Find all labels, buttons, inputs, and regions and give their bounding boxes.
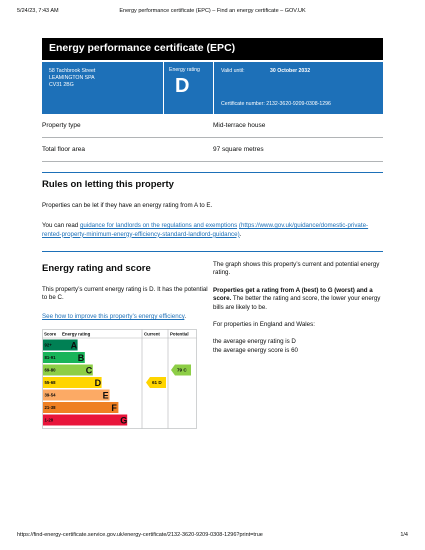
band-letter: A: [70, 340, 78, 351]
potential-rating-label: 79 C: [177, 367, 187, 373]
band-letter: G: [120, 415, 128, 426]
epc-chart-svg: [42, 329, 197, 429]
property-row: [42, 138, 383, 162]
property-type-value: Mid-terrace house: [213, 122, 266, 129]
energy-heading: Energy rating and score: [42, 263, 151, 275]
chart-header-score: Score: [44, 331, 57, 337]
property-details-table: [42, 114, 383, 162]
rules-text: Properties can be let if they have an energy rating from A to E.: [42, 202, 213, 209]
band-letter: C: [85, 365, 93, 376]
energy-rating-explainer: [213, 258, 383, 434]
energy-rating-letter: D: [175, 75, 190, 97]
valid-until-date: 30 October 2032: [270, 68, 311, 74]
epc-rating-chart: [42, 329, 213, 434]
print-footer: [17, 532, 408, 542]
address-line-3: CV31 2BG: [49, 81, 74, 88]
validity-box: [214, 62, 383, 114]
band-bar: [60, 415, 127, 426]
band-score-label: 55-68: [44, 380, 56, 386]
certificate-summary: [42, 62, 383, 114]
band-score-label: 81-91: [44, 355, 56, 361]
floor-area-label: Total floor area: [42, 146, 85, 153]
floor-area-value: 97 square metres: [213, 146, 264, 153]
property-address: [42, 62, 164, 114]
average-rating-text: the average energy rating is D: [213, 338, 296, 346]
rules-guidance-text: [42, 222, 383, 239]
valid-until-label: Valid until:: [221, 68, 245, 74]
letting-rules-section: [42, 179, 383, 239]
band-letter: F: [111, 402, 117, 413]
chart-header-rating: Energy rating: [62, 331, 91, 337]
rules-heading: Rules on letting this property: [42, 179, 174, 190]
print-datetime: 5/24/23, 7:43 AM: [17, 8, 59, 14]
band-letter: E: [102, 390, 109, 401]
certificate-number: [221, 101, 331, 107]
energy-rating-box: [164, 62, 214, 114]
improve-efficiency-link[interactable]: See how to improve this property’s energy efficiency: [42, 312, 185, 320]
guidance-url-link[interactable]: (https://www.gov.uk/guidance/domestic-private-rented-property-minimum-energy-efficiency-standard-landlord-guidance): [42, 222, 369, 238]
section-divider: [42, 251, 383, 252]
band-letter: D: [94, 377, 102, 388]
property-row: [42, 114, 383, 138]
average-score-text: the average energy score is 60: [213, 346, 298, 354]
print-page-number: 1/4: [400, 532, 408, 538]
property-type-label: Property type: [42, 122, 81, 129]
england-wales-heading: For properties in England and Wales:: [213, 320, 315, 328]
band-bar: [60, 402, 118, 413]
guidance-prefix: You can read: [42, 222, 80, 230]
guidance-link[interactable]: guidance for landlords on the regulations and exemptions: [79, 222, 238, 230]
rating-scale-explainer: [213, 287, 383, 312]
band-score-label: 1-20: [44, 417, 54, 423]
certificate-content: [42, 38, 383, 434]
current-rating-label: 61 D: [152, 380, 162, 386]
certificate-number-label: Certificate number:: [221, 101, 265, 107]
graph-explainer: The graph shows this property’s current and potential energy rating.: [213, 261, 380, 277]
rating-scale-text: The better the rating and score, the lower your energy bills are likely to be.: [213, 295, 381, 311]
band-letter: B: [77, 352, 85, 363]
band-score-label: 92+: [44, 342, 52, 348]
epc-title-banner: Energy performance certificate (EPC): [42, 38, 383, 60]
current-rating-text: This property’s current energy rating is D. It has the potential to be C.: [42, 286, 208, 302]
band-score-label: 21-38: [44, 405, 56, 411]
chart-header-current: Current: [144, 331, 160, 337]
section-divider: [42, 172, 383, 173]
chart-header-potential: Potential: [170, 331, 189, 337]
energy-rating-left: [42, 258, 213, 434]
energy-rating-label: Energy rating: [169, 67, 200, 73]
guidance-suffix: .: [239, 230, 242, 238]
certificate-number-value: 2132-3620-9209-0308-1296: [266, 101, 331, 107]
energy-rating-section: [42, 258, 383, 434]
print-header: [17, 8, 408, 18]
improve-suffix: .: [184, 312, 187, 320]
improve-text: [42, 313, 213, 321]
address-line-1: 58 Tachbrook Street: [49, 68, 96, 74]
print-page-title: Energy performance certificate (EPC) – Find an energy certificate – GOV.UK: [119, 8, 306, 14]
address-line-2: LEAMINGTON SPA: [49, 74, 95, 81]
band-score-label: 39-54: [44, 392, 56, 398]
band-score-label: 69-80: [44, 367, 56, 373]
rating-scale-bold: Properties get a rating from A (best) to G (worst) and a score.: [213, 286, 373, 303]
print-url: https://find-energy-certificate.service.gov.uk/energy-certificate/2132-3620-9209-0308-1296?print=true: [17, 532, 263, 538]
